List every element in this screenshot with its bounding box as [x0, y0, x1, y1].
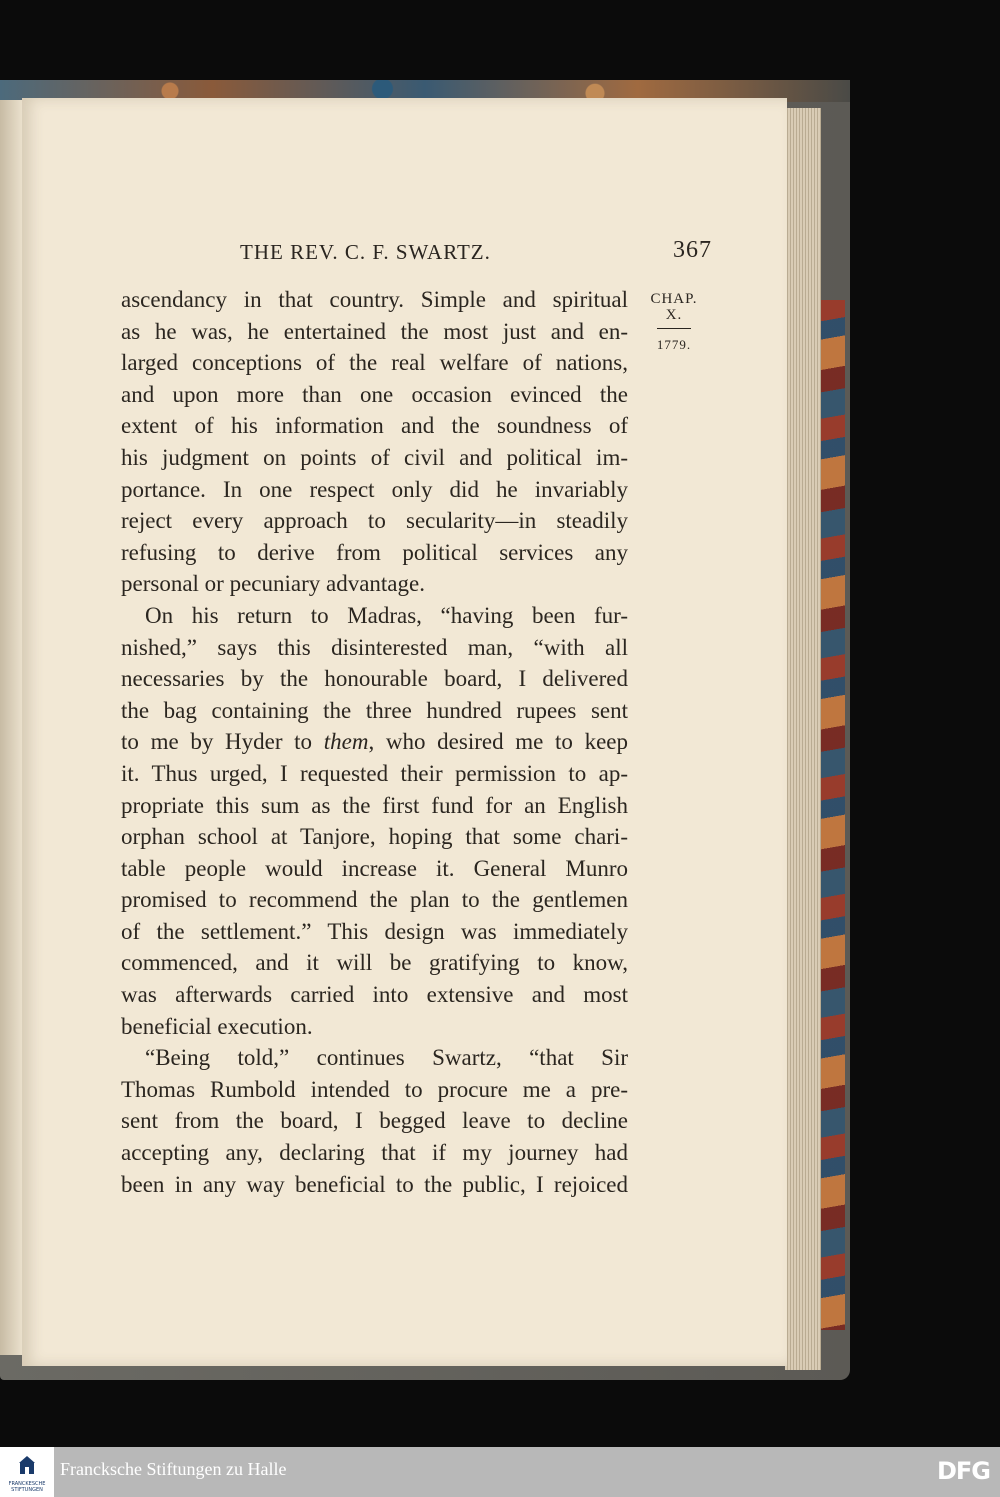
- text-line: orphan school at Tanjore, hoping that some chari-: [121, 824, 628, 850]
- text-line: personal or pecuniary advantage.: [121, 571, 425, 597]
- body-text: [121, 284, 628, 1200]
- orphanage-building-icon: [18, 1455, 36, 1475]
- margin-note-number: X.: [665, 307, 683, 323]
- text-line: as he was, he entertained the most just and en-: [121, 318, 628, 344]
- text-line: accepting any, declaring that if my journey had: [121, 1140, 628, 1166]
- text-line: the bag containing the three hundred rupees sent: [121, 697, 628, 723]
- text-line: and upon more than one occasion evinced the: [121, 381, 628, 407]
- institution-name[interactable]: Francksche Stiftungen zu Halle: [60, 1459, 287, 1479]
- text-line: nished,” says this disinterested man, “with all: [121, 634, 628, 660]
- text-line: refusing to derive from political services any: [121, 539, 628, 565]
- margin-note-rule: [657, 328, 691, 329]
- logo-text: FRANCKESCHE STIFTUNGEN: [8, 1481, 46, 1493]
- left-page-edge: [0, 100, 22, 1355]
- text-line: beneficial execution.: [121, 1013, 313, 1039]
- text-line: to me by Hyder to them, who desired me to keep: [121, 729, 629, 755]
- text-line: table people would increase it. General Munro: [121, 855, 628, 881]
- text-line: been in any way beneficial to the public, I rejoiced: [121, 1171, 628, 1197]
- page-stack: [785, 108, 821, 1370]
- institution-logo[interactable]: [0, 1447, 54, 1497]
- footer-bar: [0, 1447, 1000, 1497]
- text-line: larged conceptions of the real welfare of nations,: [121, 350, 628, 376]
- text-line: “Being told,” continues Swartz, “that Sir: [145, 1045, 628, 1071]
- dfg-logo[interactable]: DFG: [936, 1457, 990, 1485]
- text-line: of the settlement.” This design was immediately: [121, 918, 628, 944]
- running-head-title: THE REV. C. F. SWARTZ.: [240, 240, 491, 264]
- text-line: was afterwards carried into extensive and most: [121, 982, 628, 1008]
- text-line: necessaries by the honourable board, I delivered: [121, 666, 628, 692]
- text-line: reject every approach to secularity—in steadily: [121, 508, 628, 534]
- text-line: portance. In one respect only did he invariably: [121, 476, 628, 502]
- text-line: ascendancy in that country. Simple and spiritual: [121, 287, 628, 312]
- text-line: commenced, and it will be gratifying to know,: [121, 950, 628, 976]
- text-line: Thomas Rumbold intended to procure me a pre-: [121, 1076, 628, 1102]
- text-line: his judgment on points of civil and political im-: [121, 444, 628, 470]
- text-line: sent from the board, I begged leave to decline: [121, 1108, 628, 1134]
- running-head: [238, 237, 718, 266]
- text-line: it. Thus urged, I requested their permission to ap-: [121, 760, 628, 786]
- text-line: propriate this sum as the first fund for an English: [121, 792, 628, 818]
- margin-note-chap: CHAP.: [650, 291, 698, 307]
- margin-note-year: 1779.: [656, 337, 692, 352]
- text-line: On his return to Madras, “having been fur-: [145, 602, 628, 628]
- text-line: extent of his information and the soundness of: [121, 413, 628, 439]
- page-number: 367: [673, 237, 712, 263]
- margin-note: [640, 291, 708, 353]
- text-line: promised to recommend the plan to the gentlemen: [121, 887, 628, 913]
